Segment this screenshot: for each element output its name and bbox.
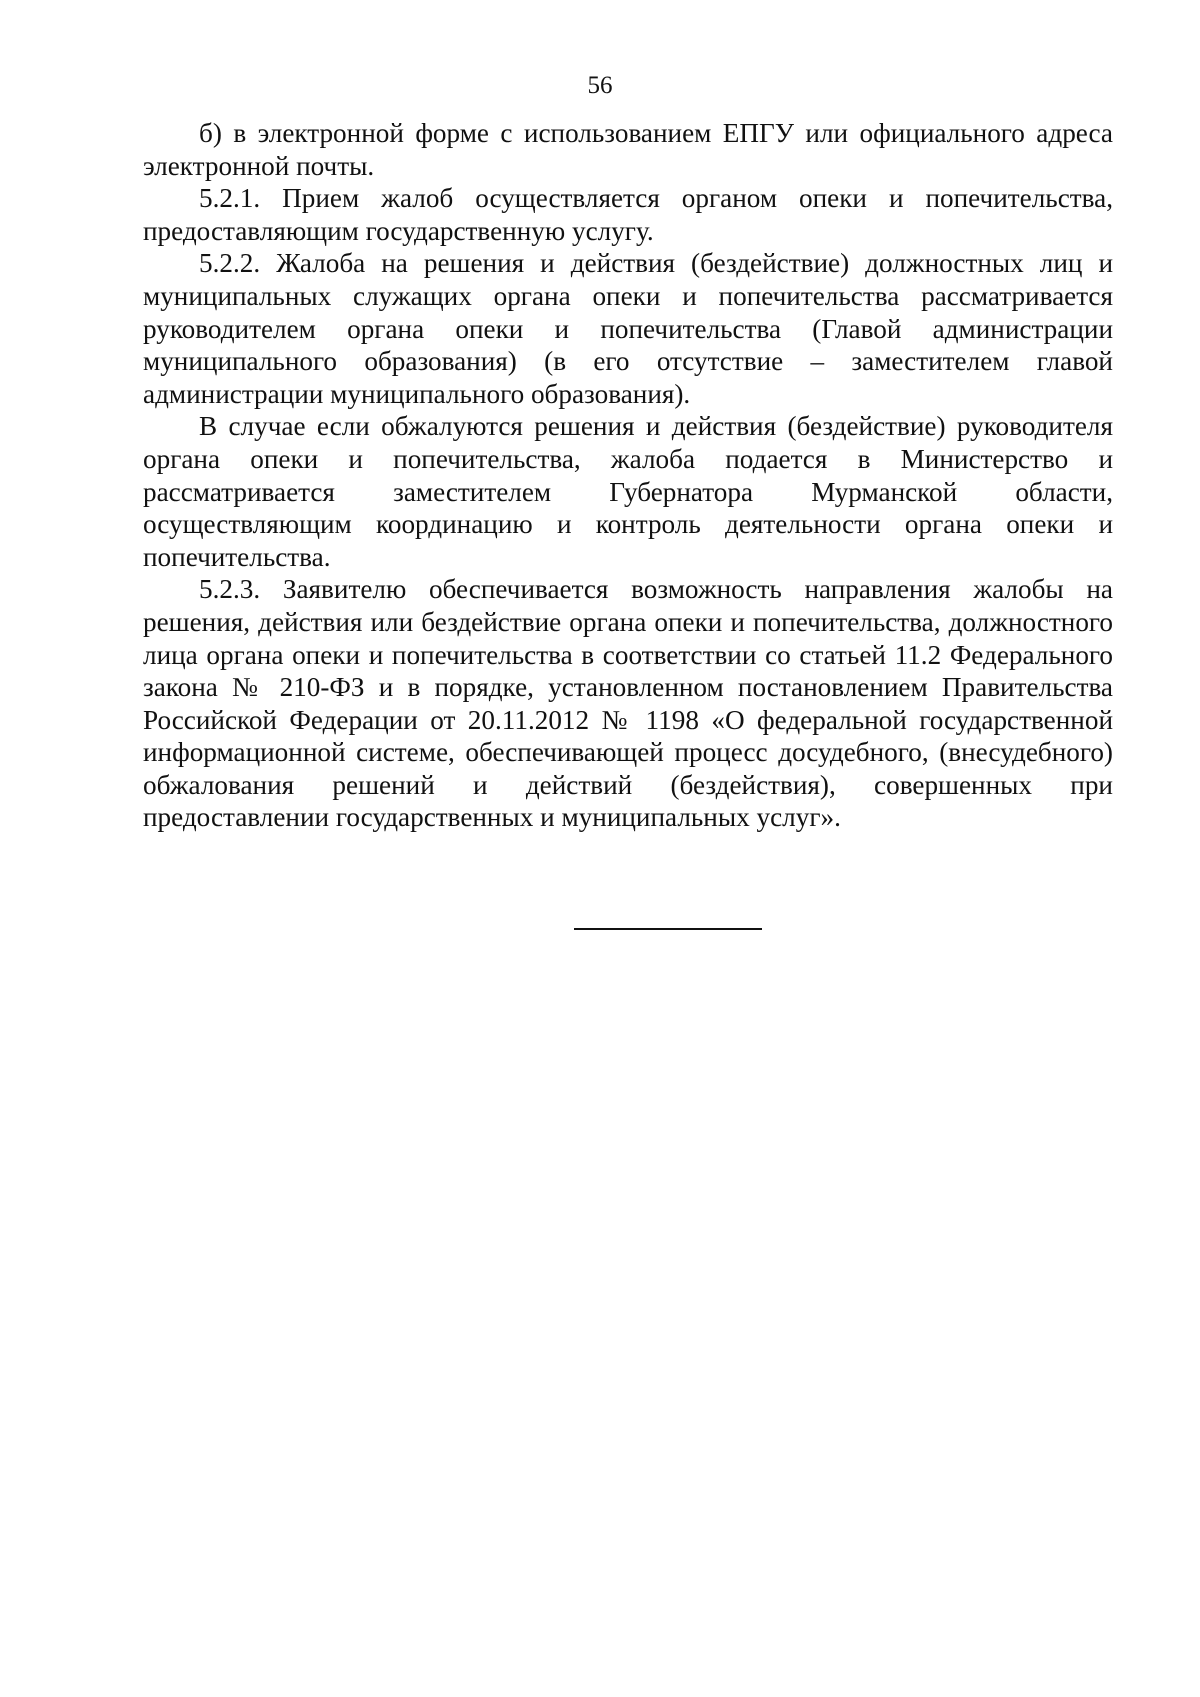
page-number: 56 — [587, 72, 613, 99]
paragraph-electronic-form: б) в электронной форме с использованием ЕПГУ или официального адреса электронной почты. — [143, 118, 1113, 181]
paragraph-5-2-1: 5.2.1. Прием жалоб осуществляется органом опеки и попечительства, предоставляющим государственную услугу. — [143, 183, 1113, 246]
closing-divider — [574, 928, 762, 930]
document-body — [143, 117, 1113, 834]
paragraph-5-2-2: 5.2.2. Жалоба на решения и действия (бездействие) должностных лиц и муниципальных служащих органа опеки и попечительства рассматривается руководителем органа опеки и попечительства (Главой администрации муниципального образования) (в его отсутствие – заместителем главой администрации муниципального образования). — [143, 248, 1113, 409]
paragraph-head-appeal: В случае если обжалуются решения и действия (бездействие) руководителя органа опеки и попечительства, жалоба подается в Министерство и рассматривается заместителем Губернатора Мурманской области, осуществляющим координацию и контроль деятельности органа опеки и попечительства. — [143, 411, 1113, 572]
paragraph-5-2-3: 5.2.3. Заявителю обеспечивается возможность направления жалобы на решения, действия или бездействие органа опеки и попечительства, должностного лица органа опеки и попечительства в соответствии со статьей 11.2 Федерального закона № 210-ФЗ и в порядке, установленном постановлением Правительства Российской Федерации от 20.11.2012 № 1198 «О федеральной государственной информационной системе, обеспечивающей процесс досудебного, (внесудебного) обжалования решений и действий (бездействия), совершенных при предоставлении государственных и муниципальных услуг». — [143, 574, 1113, 833]
